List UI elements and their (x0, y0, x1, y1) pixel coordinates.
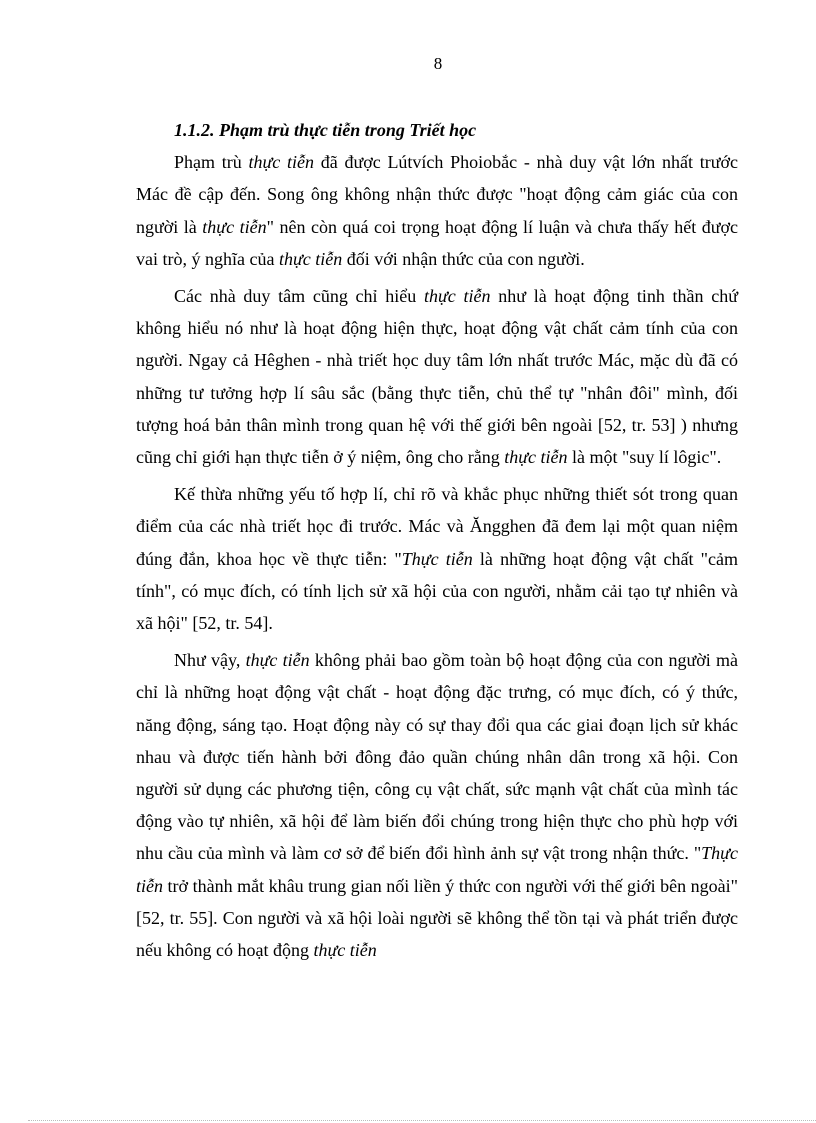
paragraph-2-text-3: là một "suy lí lôgic". (567, 447, 722, 468)
paragraph-2-italic-2: thực tiễn (504, 447, 568, 468)
paragraph-4-text-3: trở thành mắt khâu trung gian nối liền ý thức con người với thế giới bên ngoài" [52, tr. 55]. Con người và xã hội loài người sẽ không thể tồn tại và phát triển được nếu không có hoạt động (136, 875, 738, 961)
page-number: 8 (433, 54, 443, 73)
paragraph-1-italic-1: thực tiễn (248, 152, 314, 173)
paragraph-2 (136, 280, 738, 473)
paragraph-3 (136, 478, 738, 639)
document-body (136, 114, 738, 966)
paragraph-2-italic-1: thực tiễn (423, 286, 491, 307)
paragraph-1-text-3: " nên còn quá coi trọng hoạt động lí luận và chưa thấy hết được vai trò, ý nghĩa của (136, 216, 738, 269)
paragraph-1 (136, 146, 738, 275)
paragraph-1-text-1: Phạm trù (174, 152, 249, 173)
paragraph-3-text-2: là những hoạt động vật chất "cảm tính", có mục đích, có tính lịch sử xã hội của con người, nhằm cải tạo tự nhiên và xã hội" [52, tr. 54]. (136, 548, 738, 634)
paragraph-4-text-2: không phải bao gồm toàn bộ hoạt động của con người mà chỉ là những hoạt động vật chất - hoạt động đặc trưng, có mục đích, có ý thức, năng động, sáng tạo. Hoạt động này có sự thay đổi qua các giai đoạn lịch sử khác nhau và được tiến hành bởi đông đảo quần chúng nhân dân trong xã hội. Con người sử dụng các phương tiện, công cụ vật chất, sức mạnh vật chất của mình tác động vào tự nhiên, xã hội để làm biến đổi chúng trong hiện thực cho phù hợp với nhu cầu của mình và làm cơ sở để biến đổi hình ảnh sự vật trong nhận thức. " (136, 650, 738, 864)
page-bottom-divider (28, 1120, 816, 1121)
paragraph-4-italic-3: thực tiễn (313, 940, 377, 961)
paragraph-2-text-2: như là hoạt động tinh thần chứ không hiểu nó như là hoạt động hiện thực, hoạt động vật chất cảm tính của con người. Ngay cả Hêghen - nhà triết học duy tâm lớn nhất trước Mác, mặc dù đã có những tư tưởng hợp lí sâu sắc (bằng thực tiễn, chủ thể tự "nhân đôi" mình, đối tượng hoá bản thân mình trong quan hệ với thế giới bên ngoài [52, tr. 53] ) nhưng cũng chỉ giới hạn thực tiễn ở ý niệm, ông cho rằng (136, 286, 738, 468)
paragraph-3-italic-1: Thực tiễn (401, 548, 473, 569)
paragraph-4-text-1: Như vậy, (174, 650, 246, 671)
paragraph-4-italic-1: thực tiễn (245, 650, 310, 671)
paragraph-1-text-4: đối với nhận thức của con người. (342, 248, 585, 269)
paragraph-3-text-1: Kế thừa những yếu tố hợp lí, chỉ rõ và khắc phục những thiết sót trong quan điểm của các nhà triết học đi trước. Mác và Ăngghen đã đem lại một quan niệm đúng đắn, khoa học về thực tiễn: " (136, 484, 738, 569)
paragraph-2-text-1: Các nhà duy tâm cũng chỉ hiểu (174, 286, 424, 307)
paragraph-4-italic-2: Thực tiễn (136, 843, 738, 896)
paragraph-1-italic-2: thực tiễn (202, 216, 267, 237)
paragraph-4 (136, 644, 738, 966)
paragraph-1-text-2: đã được Lútvích Phoiobắc - nhà duy vật lớn nhất trước Mác đề cập đến. Song ông không nhận thức được "hoạt động cảm giác của con người là (136, 152, 738, 237)
section-heading: 1.1.2. Phạm trù thực tiễn trong Triết học (174, 120, 477, 140)
paragraph-1-italic-3: thực tiễn (278, 248, 343, 269)
